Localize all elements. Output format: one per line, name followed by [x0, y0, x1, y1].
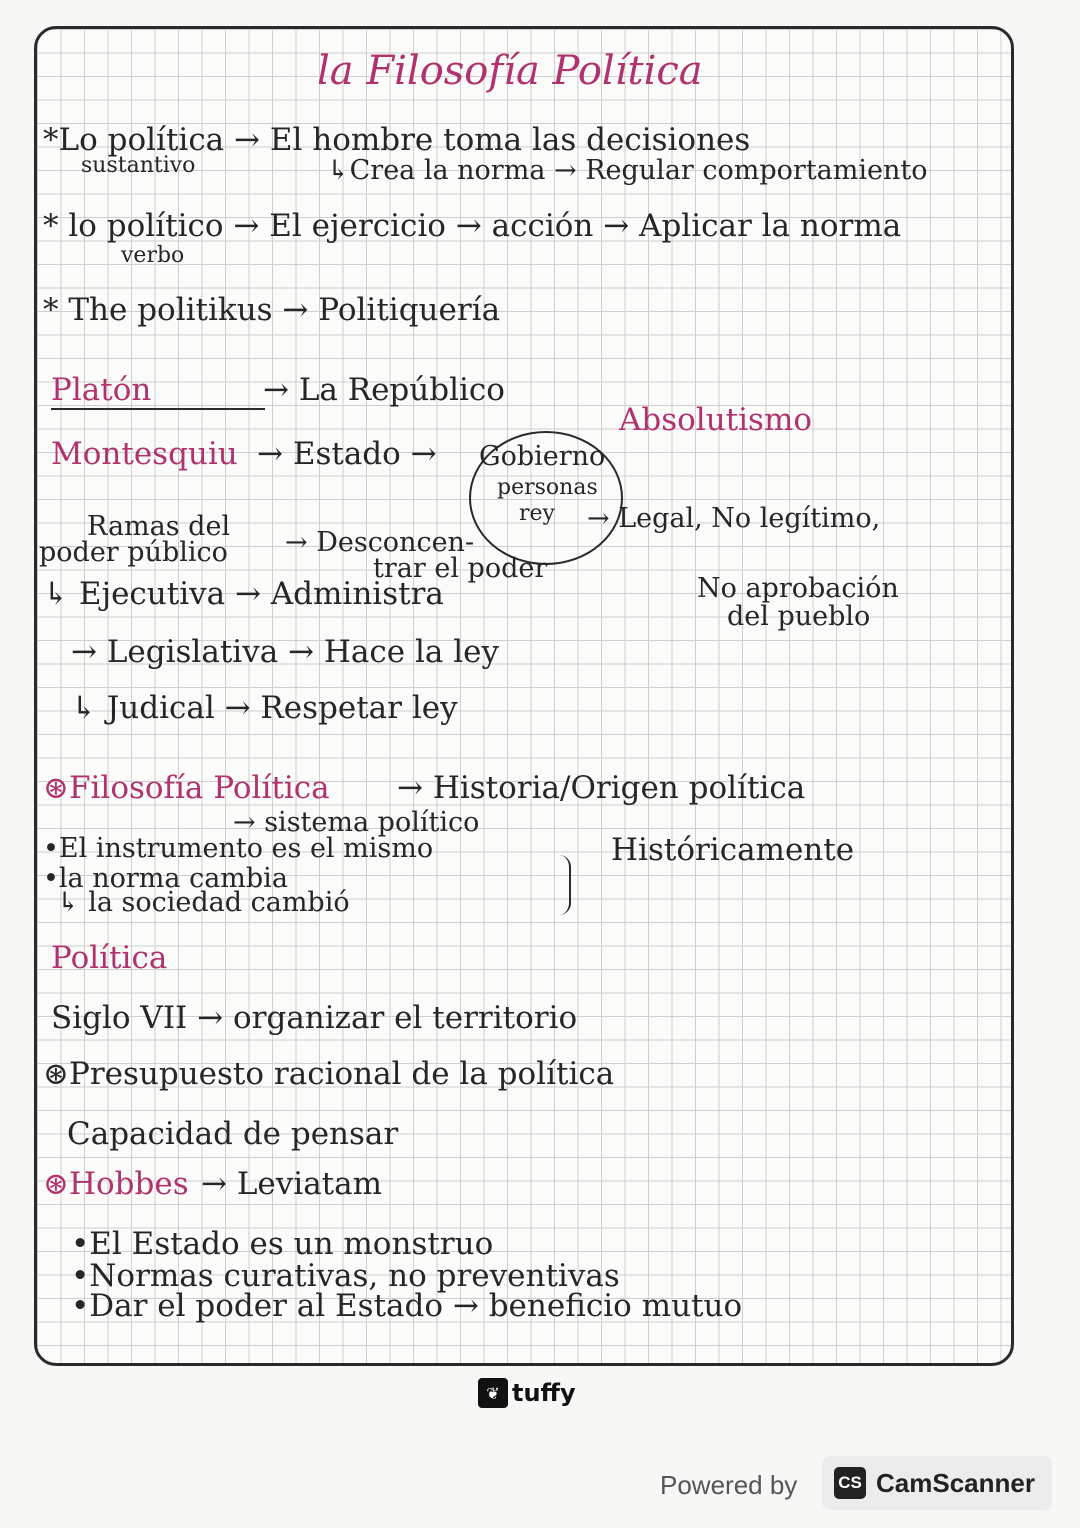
note-line-3: * The politikus → Politiquería — [43, 292, 501, 328]
notebook-page — [34, 26, 1014, 1366]
note-desconcen: → Desconcen- — [285, 527, 475, 558]
powered-by-text: Powered by — [660, 1470, 798, 1500]
note-historicamente: Históricamente — [611, 832, 855, 868]
note-sociedad: ↳ la sociedad cambió — [57, 887, 350, 918]
note-historia: → Historia/Origen política — [397, 770, 806, 806]
tuffy-logo-text: tuffy — [512, 1379, 576, 1407]
camscanner-icon: CS — [834, 1467, 866, 1499]
note-filosofia: ⊛Filosofía Política — [43, 770, 330, 806]
note-estado: → Estado → — [257, 436, 437, 472]
note-politica: Política — [51, 940, 168, 976]
note-leviatam: → Leviatam — [201, 1166, 383, 1202]
note-estado-monstruo: •El Estado es un monstruo — [71, 1226, 494, 1262]
camscanner-badge[interactable] — [822, 1456, 1052, 1510]
tuffy-logo — [478, 1378, 576, 1408]
note-siglo: Siglo VII → organizar el territorio — [51, 1000, 578, 1036]
note-judical: ↳ Judical → Respetar ley — [71, 690, 458, 726]
camscanner-label: CamScanner — [876, 1467, 1035, 1498]
note-absolutismo: Absolutismo — [619, 402, 813, 438]
note-legislativa: → Legislativa → Hace la ley — [71, 634, 499, 670]
bracket — [557, 855, 571, 915]
note-line-1b: ↳Crea la norma → Regular comportamiento — [327, 155, 928, 186]
note-instrumento: •El instrumento es el mismo — [43, 833, 434, 864]
note-hobbes: ⊛Hobbes — [43, 1166, 189, 1202]
note-presupuesto: ⊛Presupuesto racional de la política — [43, 1056, 615, 1092]
note-republica: → La Repúblico — [263, 372, 505, 408]
note-rey: rey — [519, 501, 555, 526]
note-trar: trar el poder — [373, 553, 548, 584]
note-ramas: Ramas del — [87, 511, 231, 542]
note-poder-publico: poder público — [39, 537, 228, 568]
note-dar-poder: •Dar el poder al Estado → beneficio mutuo — [71, 1288, 743, 1324]
note-gobierno: Gobierno — [479, 441, 606, 472]
note-capacidad: Capacidad de pensar — [67, 1116, 399, 1152]
note-norma-cambia: •la norma cambia — [43, 863, 288, 894]
page-title: la Filosofía Política — [317, 48, 703, 94]
note-legal: → Legal, No legítimo, — [587, 503, 881, 534]
note-ejecutiva: ↳ Ejecutiva → Administra — [43, 576, 444, 612]
note-sustantivo: sustantivo — [81, 153, 196, 178]
note-normas: •Normas curativas, no preventivas — [71, 1258, 620, 1294]
note-no-aprobacion: No aprobación — [697, 573, 899, 604]
note-personas: personas — [497, 475, 598, 500]
note-del-pueblo: del pueblo — [727, 601, 871, 632]
note-platon: Platón — [51, 375, 265, 410]
note-line-1: *Lo política → El hombre toma las decisiones — [43, 122, 751, 158]
note-sistema: → sistema político — [233, 807, 480, 838]
note-montesquiu: Montesquiu — [51, 436, 238, 472]
leaf-icon: ❦ — [478, 1378, 508, 1408]
note-verbo: verbo — [121, 243, 185, 268]
note-line-2: * lo político → El ejercicio → acción → Aplicar la norma — [43, 208, 902, 244]
